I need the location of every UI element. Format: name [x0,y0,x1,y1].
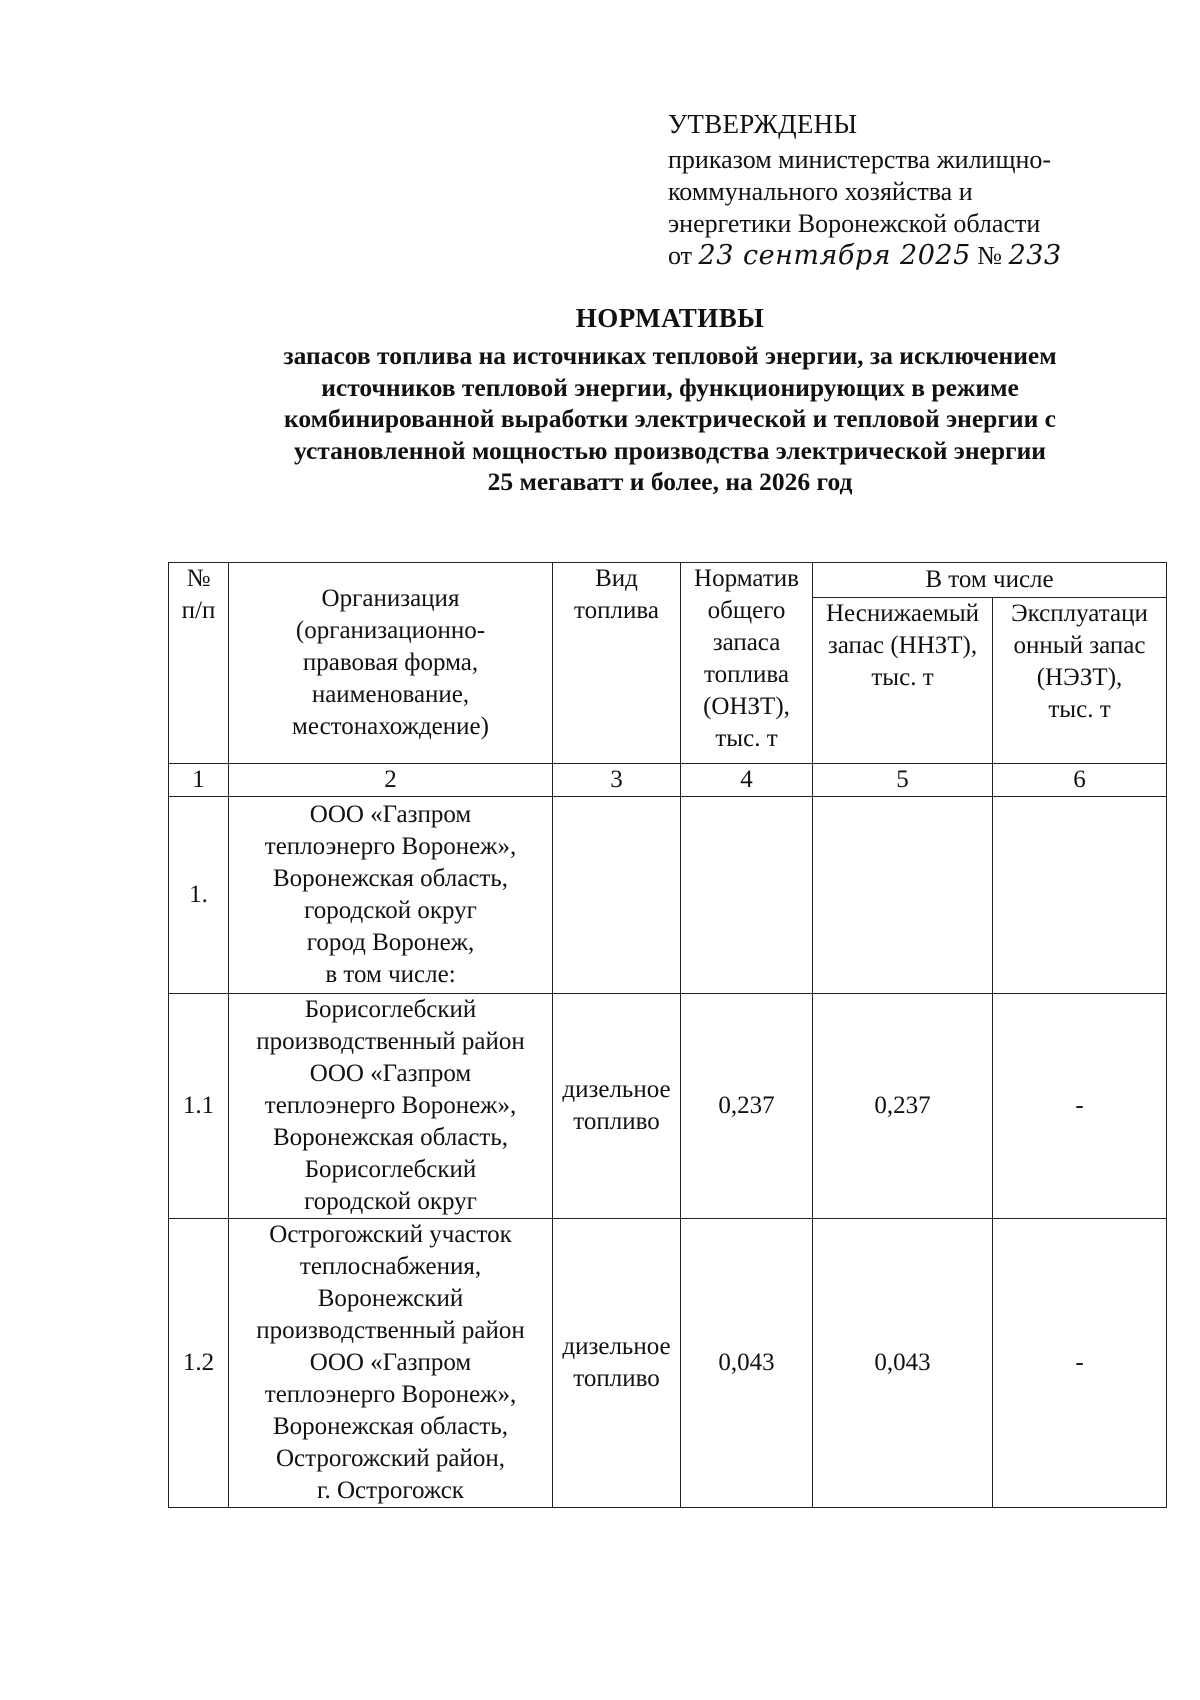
norms-table [168,562,1167,1508]
table-row [169,797,1167,994]
header-row [169,563,1167,598]
document-title-block [170,302,1170,498]
row-total-reserve: 0,043 [681,1219,813,1508]
row-fuel-type [553,797,681,994]
row-nnzt [813,797,993,994]
document-subtitle-line: 25 мегаватт и более, на 2026 год [487,467,853,496]
column-number: 4 [681,764,813,797]
header-nezt: Эксплуатаци онный запас (НЭЗТ), тыс. т [993,598,1167,764]
approval-date-line [668,240,1108,272]
row-total-reserve [681,797,813,994]
column-number: 2 [229,764,553,797]
row-organization: Острогожский участок теплоснабжения, Воронежский производственный район ООО «Газпром теплоэнерго Воронеж», Воронежская область, Острогожский район, г. Острогожск [229,1219,553,1508]
table-row [169,994,1167,1219]
document-subtitle-line: запасов топлива на источниках тепловой энергии, за исключением [283,341,1057,370]
document-subtitle-line: комбинированной выработки электрической и тепловой энергии с [284,404,1056,433]
row-num: 1.1 [169,994,229,1219]
header-organization: Организация (организационно- правовая форма, наименование, местонахождение) [229,563,553,764]
row-num: 1. [169,797,229,994]
approval-line: энергетики Воронежской области [668,209,1041,238]
header-nnzt: Неснижаемый запас (ННЗТ), тыс. т [813,598,993,764]
document-title: НОРМАТИВЫ [575,303,765,333]
row-organization: Борисоглебский производственный район ООО «Газпром теплоэнерго Воронеж», Воронежская область, Борисоглебский городской округ [229,994,553,1219]
table-row [169,1219,1167,1508]
approval-title: УТВЕРЖДЕНЫ [668,109,858,139]
column-number: 6 [993,764,1167,797]
approval-block [668,108,1108,272]
row-fuel-type: дизельное топливо [553,1219,681,1508]
header-fuel-type: Вид топлива [553,563,681,764]
row-fuel-type: дизельное топливо [553,994,681,1219]
date-prefix: от [668,241,693,270]
row-nezt: - [993,1219,1167,1508]
row-nnzt: 0,043 [813,1219,993,1508]
handwritten-number: 233 [1008,240,1062,271]
row-nezt [993,797,1167,994]
handwritten-date: 23 сентября 2025 [698,240,971,271]
header-including: В том числе [813,563,1167,598]
document-subtitle-line: источников тепловой энергии, функционирующих в режиме [321,372,1019,402]
header-num: № п/п [169,563,229,764]
column-number: 3 [553,764,681,797]
header-total-reserve: Норматив общего запаса топлива (ОНЗТ), тыс. т [681,563,813,764]
approval-line: коммунального хозяйства и [668,177,973,206]
row-nnzt: 0,237 [813,994,993,1219]
column-number: 5 [813,764,993,797]
row-total-reserve: 0,237 [681,994,813,1219]
column-number-row [169,764,1167,797]
row-num: 1.2 [169,1219,229,1508]
approval-line: приказом министерства жилищно- [668,145,1052,174]
row-nezt: - [993,994,1167,1219]
number-prefix: № [977,241,1003,270]
document-subtitle-line: установленной мощностью производства электрической энергии [294,435,1046,465]
column-number: 1 [169,764,229,797]
row-organization: ООО «Газпром теплоэнерго Воронеж», Воронежская область, городской округ город Воронеж, в том числе: [229,797,553,994]
